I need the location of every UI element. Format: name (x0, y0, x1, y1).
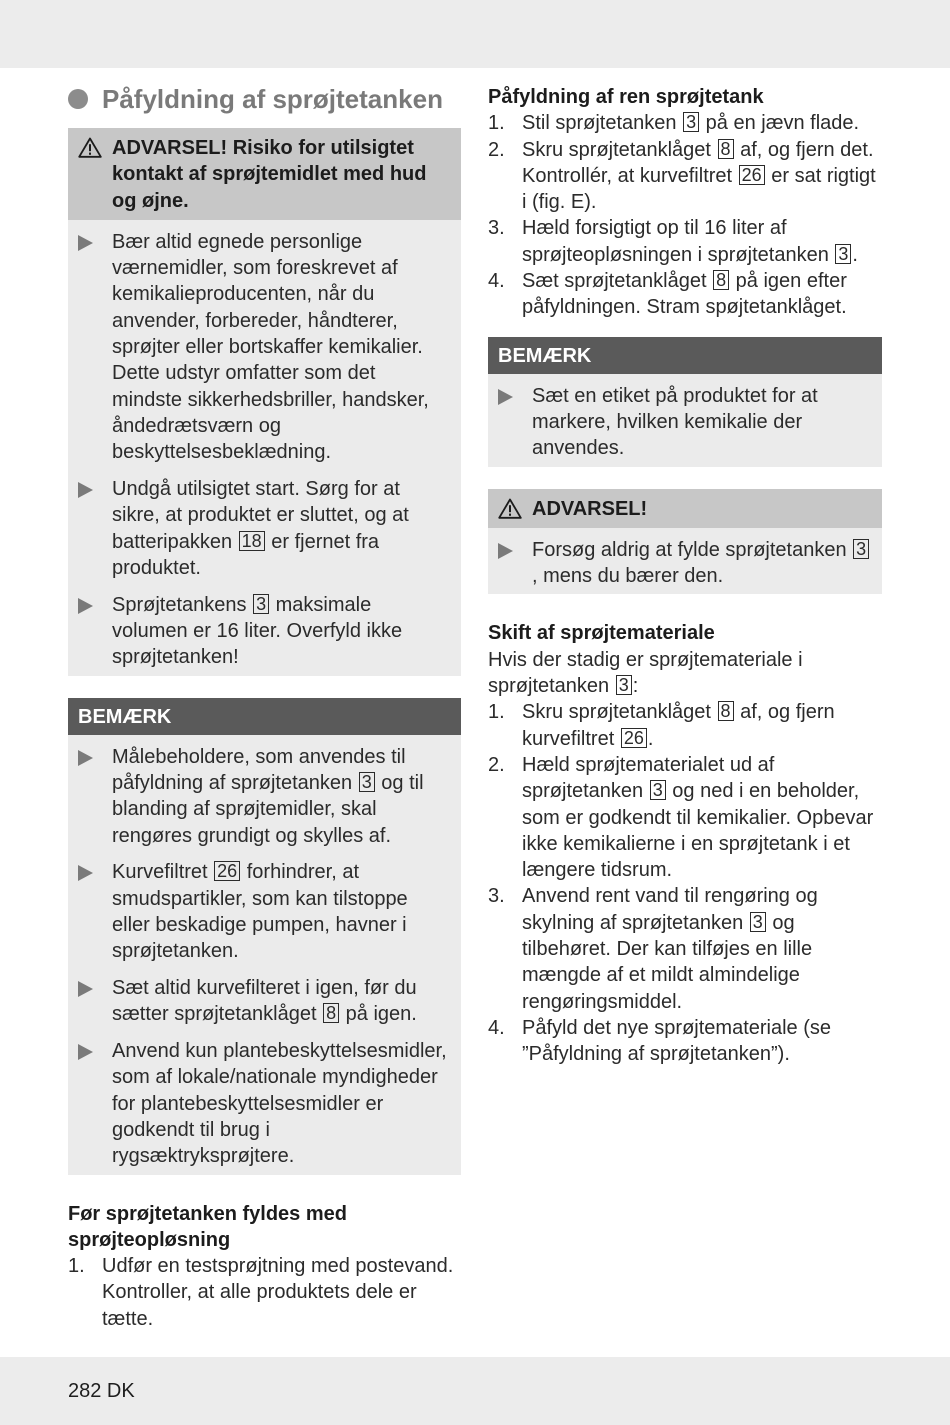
note-box (488, 337, 882, 467)
part-reference: 8 (323, 1003, 339, 1023)
step-item: 4. Sæt sprøjtetanklåget 8 på igen efter påfyldningen. Stram spøjtetanklåget. (488, 270, 847, 319)
arrow-bullet-icon (498, 537, 532, 590)
part-reference: 3 (750, 912, 766, 932)
subheading: Skift af sprøjtemateriale (488, 622, 715, 645)
list-item: Bær altid egnede personlige værnemidler, som foreskrevet af kemikalieproducenten, når du anvender, forbereder, håndterer, sprøjter eller bortskaffer kemikalier. Dette udstyr omfatter som det mindste sikkerhedsbriller, handsker, åndedrætsværn og beskyttelsesbeklædning. (78, 229, 451, 466)
list-item: Sæt altid kurvefilteret i igen, før du sætter sprøjtetanklåget 8 på igen. (78, 975, 451, 1028)
step-item: 1. Stil sprøjtetanken 3 på en jævn flade. (488, 112, 860, 135)
arrow-bullet-icon (78, 1038, 112, 1169)
part-reference: 3 (683, 112, 699, 132)
page-number: 282 DK (68, 1380, 135, 1402)
part-reference: 26 (214, 861, 240, 881)
arrow-bullet-icon (498, 383, 532, 462)
warning-header (488, 489, 882, 528)
part-reference: 26 (739, 165, 765, 185)
part-reference: 3 (253, 594, 269, 614)
warning-triangle-icon (498, 496, 524, 522)
intro-text: Hvis der stadig er sprøjtemateriale i sprøjtetanken 3 : (488, 648, 803, 698)
warning-box (488, 489, 882, 595)
list-item: Målebeholdere, som anvendes til påfyldning af sprøjtetanken 3 og til blanding af sprøjtemidler, skal rengøres grundigt og skylles af. (78, 744, 451, 849)
step-item: 4. Påfyld det nye sprøjtemateriale (se ”Påfyldning af sprøjtetanken”). (488, 1016, 832, 1066)
note-box (68, 698, 461, 1175)
step-item: 3. Hæld forsigtigt op til 16 liter af sprøjteopløsningen i sprøjtetanken 3 . (488, 217, 858, 266)
clean-tank-section (488, 84, 882, 321)
change-material-section (488, 620, 882, 1067)
subheading: Påfyldning af ren sprøjtetank (488, 86, 764, 108)
part-reference: 8 (713, 270, 729, 290)
arrow-bullet-icon (78, 859, 112, 964)
warning-box (68, 128, 461, 676)
list-item: Anvend kun plantebeskyttelsesmidler, som af lokale/nationale myndigheder for plantebeskyttelsesmidler er godkendt til brug i rygsæktryksprøjtere. (78, 1038, 451, 1169)
warning-header (68, 128, 461, 220)
arrow-bullet-icon (78, 592, 112, 671)
footer-band (0, 1357, 950, 1425)
part-reference: 3 (616, 675, 632, 695)
note-header: BEMÆRK (68, 698, 461, 735)
part-reference: 3 (835, 244, 851, 264)
part-reference: 3 (853, 539, 869, 559)
part-reference: 8 (718, 139, 734, 159)
part-reference: 8 (718, 701, 734, 721)
section-title-text: Påfyldning af sprøjtetanken (102, 84, 443, 114)
section-title (68, 82, 461, 116)
arrow-bullet-icon (78, 476, 112, 581)
subheading: Før sprøjtetanken fyldes med sprøjteopløsning (68, 1202, 347, 1251)
right-column (488, 84, 882, 1068)
warning-header-text: ADVARSEL! Risiko for utilsigtet kontakt af sprøjtemidlet med hud og øjne. (112, 137, 427, 212)
step-item: 3. Anvend rent vand til rengøring og skylning af sprøjtetanken 3 og tilbehøret. Der kan tilføjes en lille mængde af et mildt almindelige rengøringsmiddel. (488, 885, 818, 1013)
part-reference: 3 (359, 772, 375, 792)
note-header: BEMÆRK (488, 337, 882, 374)
part-reference: 18 (239, 531, 265, 551)
step-item: 1. Udfør en testsprøjtning med postevand. Kontroller, at alle produktets dele er tætte. (68, 1255, 454, 1330)
left-column (68, 82, 461, 1332)
warning-triangle-icon (78, 135, 104, 214)
step-item: 1. Skru sprøjtetanklåget 8 af, og fjern kurvefiltret 26 . (488, 701, 835, 750)
list-item: Sprøjtetankens 3 maksimale volumen er 16 liter. Overfyld ikke sprøjtetanken! (78, 592, 451, 671)
arrow-bullet-icon (78, 744, 112, 849)
arrow-bullet-icon (78, 975, 112, 1028)
part-reference: 26 (621, 728, 647, 748)
bullet-dot-icon (68, 89, 88, 109)
arrow-bullet-icon (78, 229, 112, 466)
list-item: Sæt en etiket på produktet for at markere, hvilken kemikalie der anvendes. (498, 383, 872, 462)
list-item: Kurvefiltret 26 forhindrer, at smudspartikler, som kan tilstoppe eller beskadige pumpen, havner i sprøjtetanken. (78, 859, 451, 964)
warning-header-text: ADVARSEL! (532, 497, 648, 520)
list-item: Forsøg aldrig at fylde sprøjtetanken 3, mens du bærer den. (498, 537, 872, 590)
step-item: 2. Skru sprøjtetanklåget 8 af, og fjern det. Kontrollér, at kurvefiltret 26 er sat rigtigt i (fig. E). (488, 138, 876, 214)
part-reference: 3 (650, 780, 666, 800)
list-item: Undgå utilsigtet start. Sørg for at sikre, at produktet er sluttet, og at batteripakken 18 er fjernet fra produktet. (78, 476, 451, 581)
before-filling-section (68, 1201, 461, 1332)
header-band (0, 0, 950, 68)
step-item: 2. Hæld sprøjtematerialet ud af sprøjtetanken 3 og ned i en beholder, som er godkendt til kemikalier. Opbevar ikke kemikalierne i en sprøjtetank i et længere tidsrum. (488, 753, 874, 882)
